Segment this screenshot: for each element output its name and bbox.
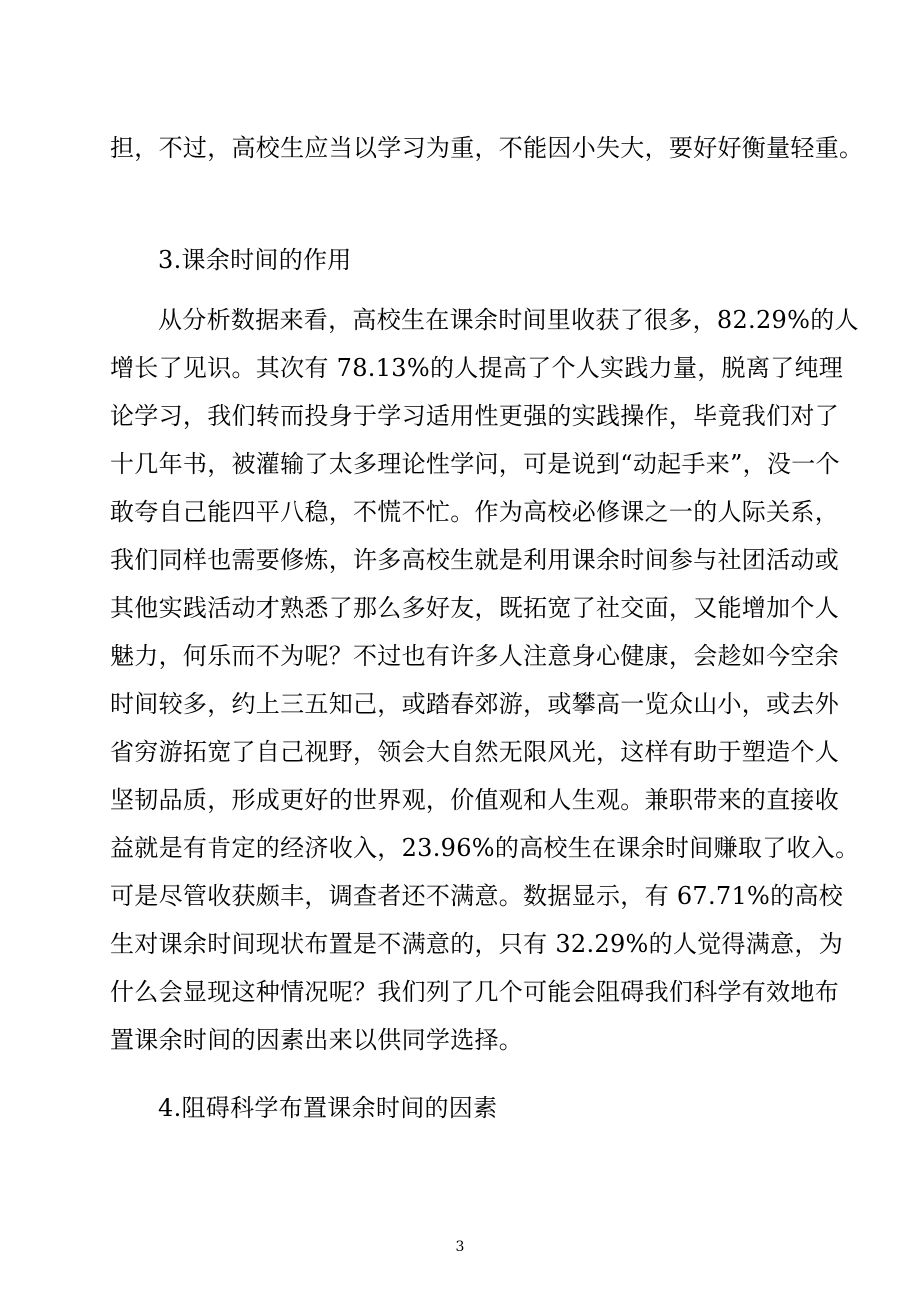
- paragraph-line: 敢夸自己能四平八稳，不慌不忙。作为高校必修课之一的人际关系，: [110, 498, 839, 526]
- paragraph-line: 生对课余时间现状布置是不满意的，只有 32.29%的人觉得满意，为: [110, 930, 844, 958]
- paragraph-line: 时间较多，约上三五知己，或踏春郊游，或攀高一览众山小，或去外: [110, 690, 839, 718]
- section-3-heading: 3.课余时间的作用: [158, 246, 352, 274]
- paragraph-line: 省穷游拓宽了自己视野，领会大自然无限风光，这样有助于塑造个人: [110, 738, 839, 766]
- section-4-heading: 4.阻碍科学布置课余时间的因素: [158, 1094, 498, 1122]
- paragraph-line: 增长了见识。其次有 78.13%的人提高了个人实践力量，脱离了纯理: [110, 354, 844, 382]
- paragraph-line: 论学习，我们转而投身于学习适用性更强的实践操作，毕竟我们对了: [110, 402, 839, 430]
- paragraph-line: 什么会显现这种情况呢？我们列了几个可能会阻碍我们科学有效地布: [110, 978, 839, 1006]
- paragraph-line: 从分析数据来看，高校生在课余时间里收获了很多，82.29%的人: [158, 306, 859, 334]
- paragraph-line: 其他实践活动才熟悉了那么多好友，既拓宽了社交面，又能增加个人: [110, 594, 839, 622]
- paragraph-line: 我们同样也需要修炼，许多高校生就是利用课余时间参与社团活动或: [110, 546, 839, 574]
- paragraph-line: 置课余时间的因素出来以供同学选择。: [110, 1026, 524, 1054]
- continuation-line: 担，不过，高校生应当以学习为重，不能因小失大，要好好衡量轻重。: [110, 134, 864, 162]
- paragraph-line: 坚韧品质，形成更好的世界观，价值观和人生观。兼职带来的直接收: [110, 786, 839, 814]
- paragraph-line: 魅力，何乐而不为呢？不过也有许多人注意身心健康，会趁如今空余: [110, 642, 839, 670]
- paragraph-line: 十几年书，被灌输了太多理论性学问，可是说到“动起手来”，没一个: [110, 450, 840, 478]
- paragraph-line: 益就是有肯定的经济收入，23.96%的高校生在课余时间赚取了收入。: [110, 834, 860, 862]
- page-number: 3: [455, 1239, 465, 1255]
- paragraph-line: 可是尽管收获颇丰，调查者还不满意。数据显示，有 67.71%的高校: [110, 882, 844, 910]
